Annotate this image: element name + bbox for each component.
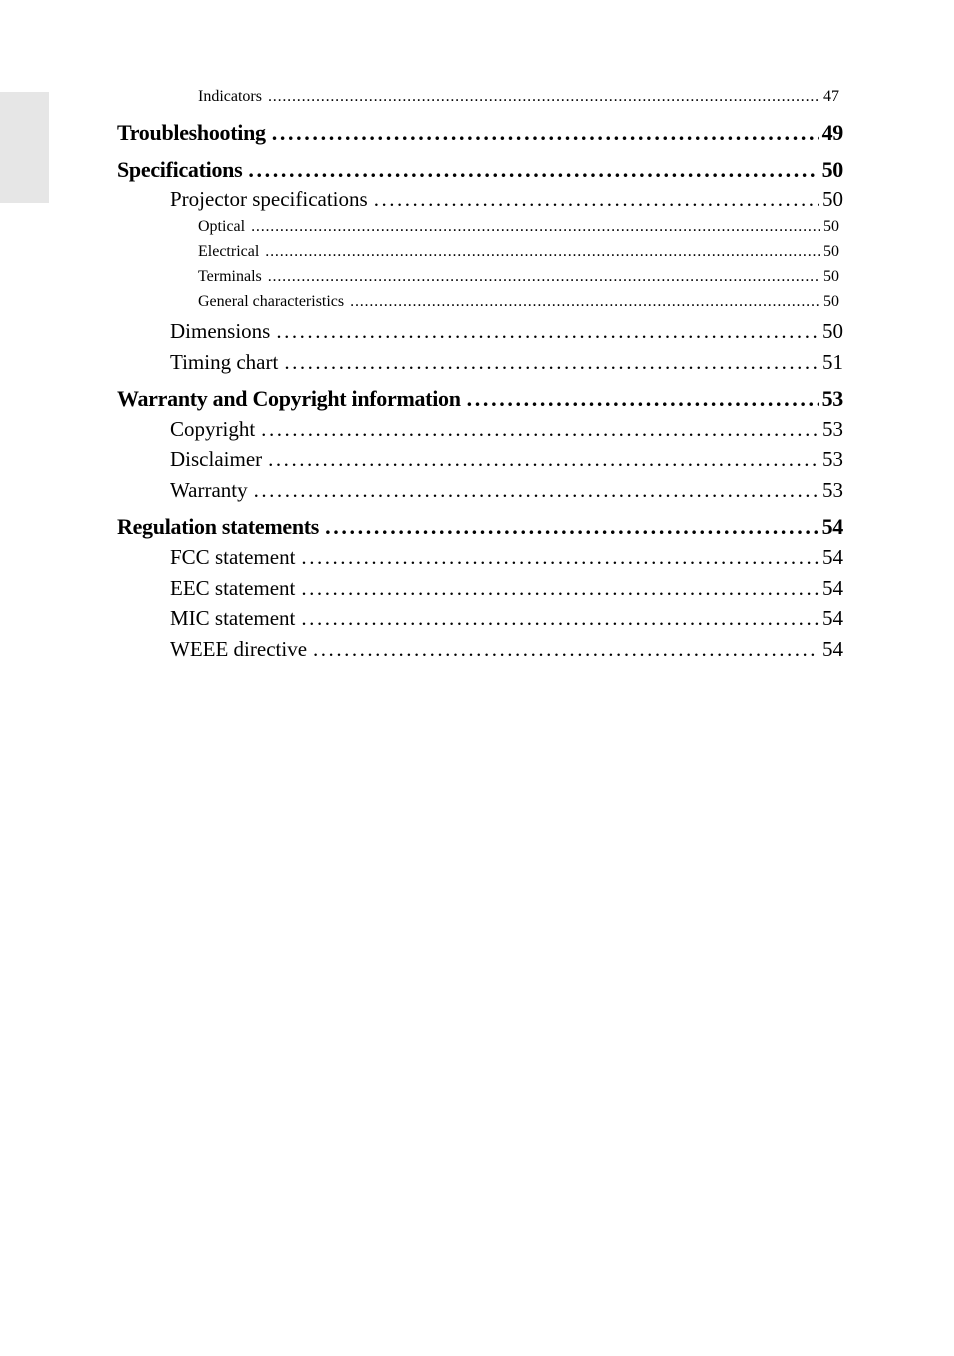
toc-entry-disclaimer[interactable] — [170, 447, 843, 472]
toc-dot-leader — [268, 447, 819, 472]
toc-entry-page: 50 — [821, 157, 843, 182]
toc-entry-weee-directive[interactable] — [170, 637, 843, 662]
toc-dot-leader — [301, 576, 819, 601]
toc-entry-dimensions[interactable] — [170, 319, 843, 344]
toc-entry-optical[interactable] — [198, 218, 839, 236]
toc-entry-title: WEEE directive — [170, 637, 308, 661]
toc-dot-leader — [265, 243, 820, 261]
toc-entry-page: 50 — [823, 218, 839, 235]
toc-entry-electrical[interactable] — [198, 243, 839, 261]
toc-entry-page: 47 — [823, 88, 839, 105]
toc-entry-page: 54 — [822, 545, 843, 569]
toc-entry-terminals[interactable] — [198, 268, 839, 286]
toc-entry-regulation-statements[interactable] — [117, 514, 843, 540]
toc-entry-troubleshooting[interactable] — [117, 120, 843, 146]
toc-entry-fcc-statement[interactable] — [170, 545, 843, 570]
toc-entry-page: 53 — [821, 386, 843, 411]
toc-entry-title: MIC statement — [170, 606, 296, 630]
toc-entry-warranty-and-copyright[interactable] — [117, 386, 843, 412]
toc-entry-page: 49 — [821, 120, 843, 145]
toc-entry-timing-chart[interactable] — [170, 350, 843, 375]
toc-dot-leader — [268, 268, 820, 286]
toc-entry-title: Regulation statements — [117, 514, 320, 539]
toc-dot-leader — [325, 514, 819, 540]
toc-dot-leader — [301, 606, 819, 631]
toc-entry-title: Copyright — [170, 417, 256, 441]
toc-dot-leader — [350, 293, 820, 311]
toc-dot-leader — [374, 187, 819, 212]
toc-entry-title: Timing chart — [170, 350, 279, 374]
toc-entry-title: FCC statement — [170, 545, 296, 569]
toc-entry-page: 50 — [822, 187, 843, 211]
toc-entry-title: Indicators — [198, 88, 262, 105]
toc-entry-title: Optical — [198, 218, 246, 235]
toc-entry-general-characteristics[interactable] — [198, 293, 839, 311]
toc-entry-specifications[interactable] — [117, 157, 843, 183]
toc-entry-projector-specifications[interactable] — [170, 187, 843, 212]
toc-entry-page: 53 — [822, 447, 843, 471]
toc-dot-leader — [251, 218, 820, 236]
toc-dot-leader — [284, 350, 819, 375]
toc-dot-leader — [261, 417, 819, 442]
toc-entry-title: Terminals — [198, 268, 262, 285]
chapter-side-tab — [0, 92, 49, 203]
toc-entry-title: Dimensions — [170, 319, 271, 343]
toc-dot-leader — [248, 157, 818, 183]
toc-entry-page: 53 — [822, 478, 843, 502]
toc-entry-title: Electrical — [198, 243, 260, 260]
toc-entry-page: 50 — [823, 268, 839, 285]
toc-entry-page: 50 — [823, 293, 839, 310]
toc-entry-title: Warranty and Copyright information — [117, 386, 461, 411]
toc-dot-leader — [254, 478, 819, 503]
toc-entry-title: Specifications — [117, 157, 243, 182]
toc-entry-title: Warranty — [170, 478, 248, 502]
toc-entry-page: 50 — [823, 243, 839, 260]
toc-entry-indicators[interactable] — [198, 88, 839, 106]
toc-entry-title: Troubleshooting — [117, 120, 266, 145]
toc-entry-page: 53 — [822, 417, 843, 441]
toc-entry-title: General characteristics — [198, 293, 345, 310]
toc-entry-page: 54 — [822, 606, 843, 630]
toc-dot-leader — [268, 88, 820, 106]
toc-dot-leader — [467, 386, 819, 412]
toc-dot-leader — [301, 545, 819, 570]
toc-dot-leader — [313, 637, 819, 662]
toc-entry-page: 54 — [821, 514, 843, 539]
toc-entry-page: 50 — [822, 319, 843, 343]
toc-entry-eec-statement[interactable] — [170, 576, 843, 601]
toc-entry-page: 54 — [822, 637, 843, 661]
toc-entry-copyright[interactable] — [170, 417, 843, 442]
toc-entry-page: 51 — [822, 350, 843, 374]
toc-dot-leader — [272, 120, 819, 146]
toc-entry-title: Disclaimer — [170, 447, 263, 471]
toc-entry-warranty[interactable] — [170, 478, 843, 503]
toc-entry-title: EEC statement — [170, 576, 296, 600]
toc-entry-page: 54 — [822, 576, 843, 600]
toc-dot-leader — [276, 319, 819, 344]
toc-entry-mic-statement[interactable] — [170, 606, 843, 631]
toc-entry-title: Projector specifications — [170, 187, 368, 211]
